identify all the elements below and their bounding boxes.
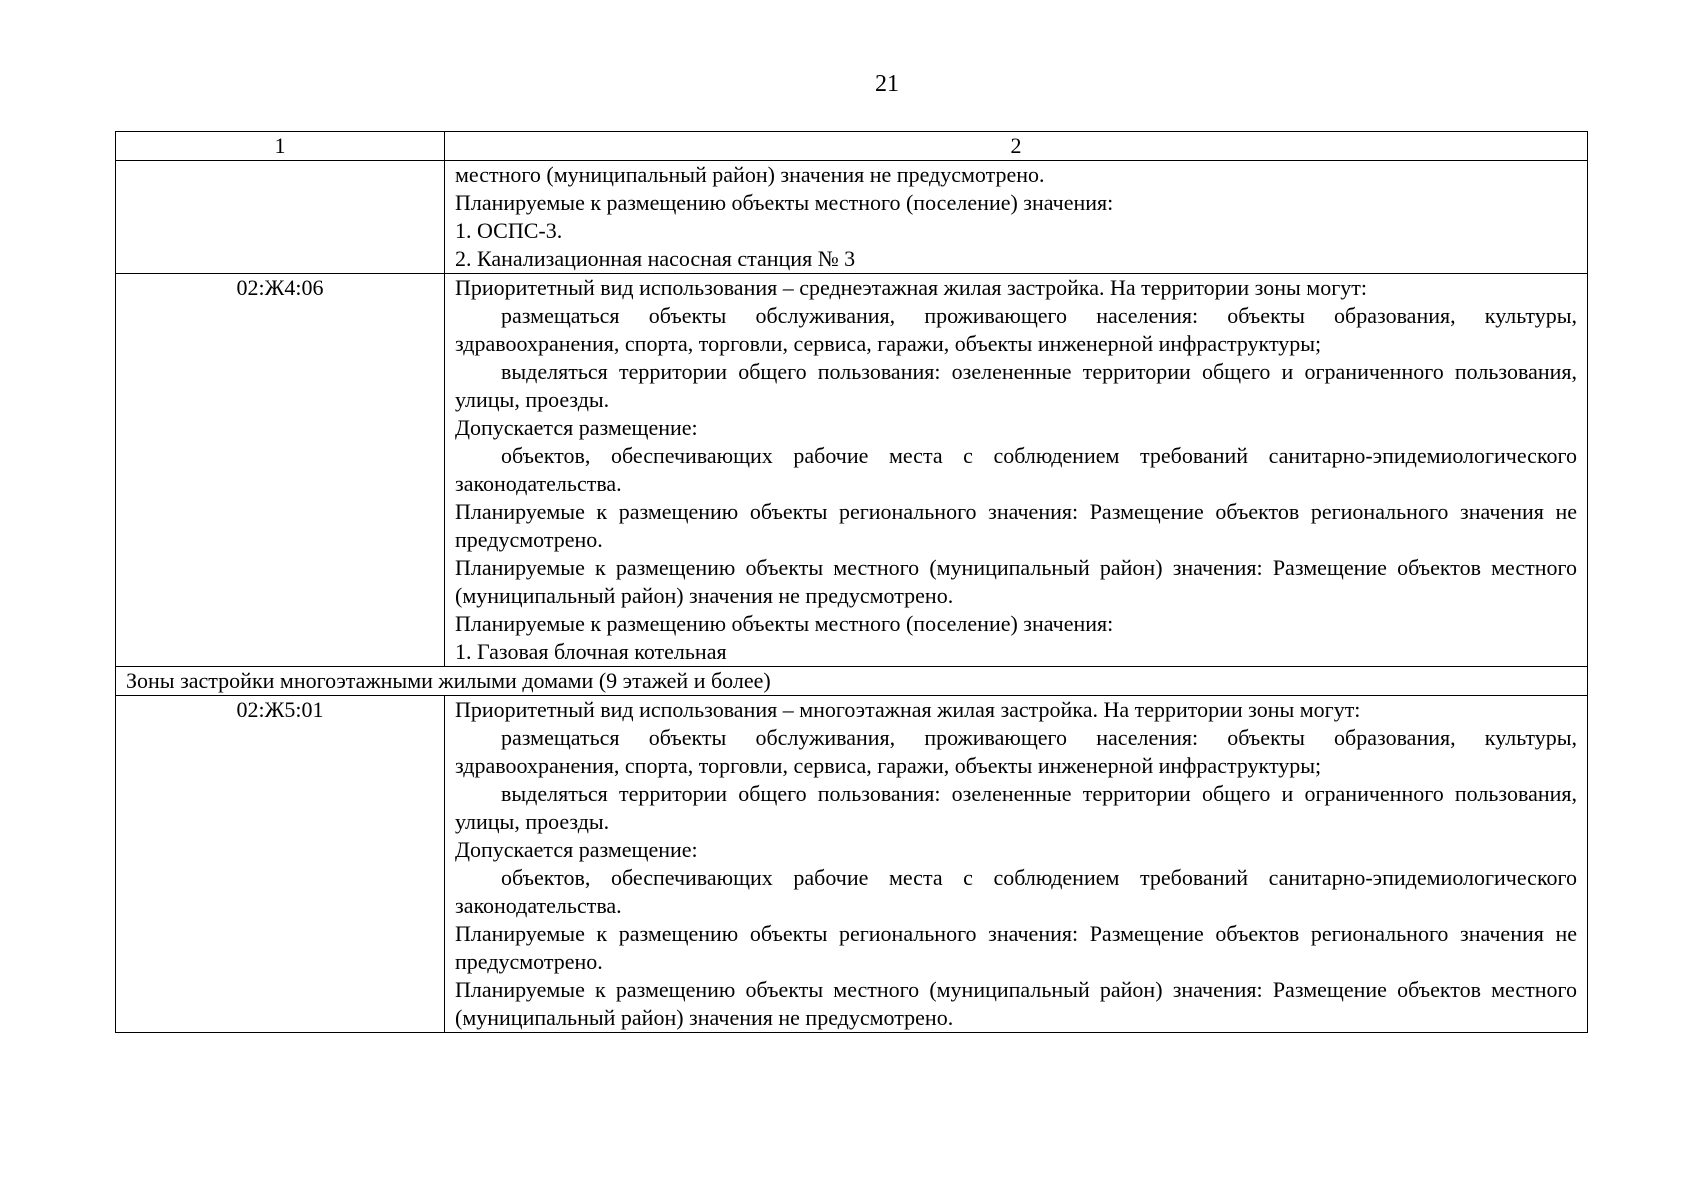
zone-code-cell: 02:Ж5:01 [116,696,445,1033]
description-paragraph: выделяться территории общего пользования: озелененные территории общего и ограниченного пользования, улицы, проезды. [455,781,1577,834]
zone-group-row [116,667,1588,696]
table-row [116,161,1588,274]
zoning-table [115,131,1588,1033]
description-paragraph: 1. Газовая блочная котельная [455,639,727,664]
description-paragraph: 2. Канализационная насосная станция № 3 [455,246,856,271]
description-paragraph: Планируемые к размещению объекты регионального значения: Размещение объектов регионального значения не предусмотрено. [455,921,1577,974]
description-paragraph: Допускается размещение: [455,837,698,862]
table-header [116,132,1588,161]
column-header-1: 1 [116,132,445,161]
description-paragraph: размещаться объекты обслуживания, проживающего населения: объекты образования, культуры, здравоохранения, спорта, торговли, сервиса, гаражи, объекты инженерной инфраструктуры; [455,303,1577,356]
column-header-2: 2 [445,132,1588,161]
description-paragraph: Планируемые к размещению объекты местного (муниципальный район) значения: Размещение объектов местного (муниципальный район) значения не предусмотрено. [455,555,1577,608]
description-paragraph: Планируемые к размещению объекты регионального значения: Размещение объектов регионального значения не предусмотрено. [455,499,1577,552]
page-number: 21 [875,71,899,97]
description-paragraph: объектов, обеспечивающих рабочие места с соблюдением требований санитарно-эпидемиологического законодательства. [455,865,1577,918]
table-body [116,161,1588,1033]
description-paragraph: Планируемые к размещению объекты местного (муниципальный район) значения: Размещение объектов местного (муниципальный район) значения не предусмотрено. [455,977,1577,1030]
table-header-row [116,132,1588,161]
description-paragraph: объектов, обеспечивающих рабочие места с соблюдением требований санитарно-эпидемиологического законодательства. [455,443,1577,496]
zone-code-cell: 02:Ж4:06 [116,274,445,667]
description-paragraph: Приоритетный вид использования – среднеэтажная жилая застройка. На территории зоны могут: [455,275,1367,300]
description-paragraph: Приоритетный вид использования – многоэтажная жилая застройка. На территории зоны могут: [455,697,1361,722]
table-row [116,274,1588,667]
description-paragraph: Планируемые к размещению объекты местного (поселение) значения: [455,611,1114,636]
zone-code-cell [116,161,445,274]
description-paragraph: 1. ОСПС-3. [455,218,563,243]
description-paragraph: Планируемые к размещению объекты местного (поселение) значения: [455,190,1114,215]
zone-description-cell [445,161,1588,274]
description-paragraph: размещаться объекты обслуживания, проживающего населения: объекты образования, культуры, здравоохранения, спорта, торговли, сервиса, гаражи, объекты инженерной инфраструктуры; [455,725,1577,778]
description-paragraph: Допускается размещение: [455,415,698,440]
zone-description-cell [445,274,1588,667]
table-row [116,696,1588,1033]
description-paragraph: выделяться территории общего пользования: озелененные территории общего и ограниченного пользования, улицы, проезды. [455,359,1577,412]
zone-group-title: Зоны застройки многоэтажными жилыми домами (9 этажей и более) [116,667,1588,696]
description-paragraph: местного (муниципальный район) значения не предусмотрено. [455,162,1045,187]
zone-description-cell [445,696,1588,1033]
